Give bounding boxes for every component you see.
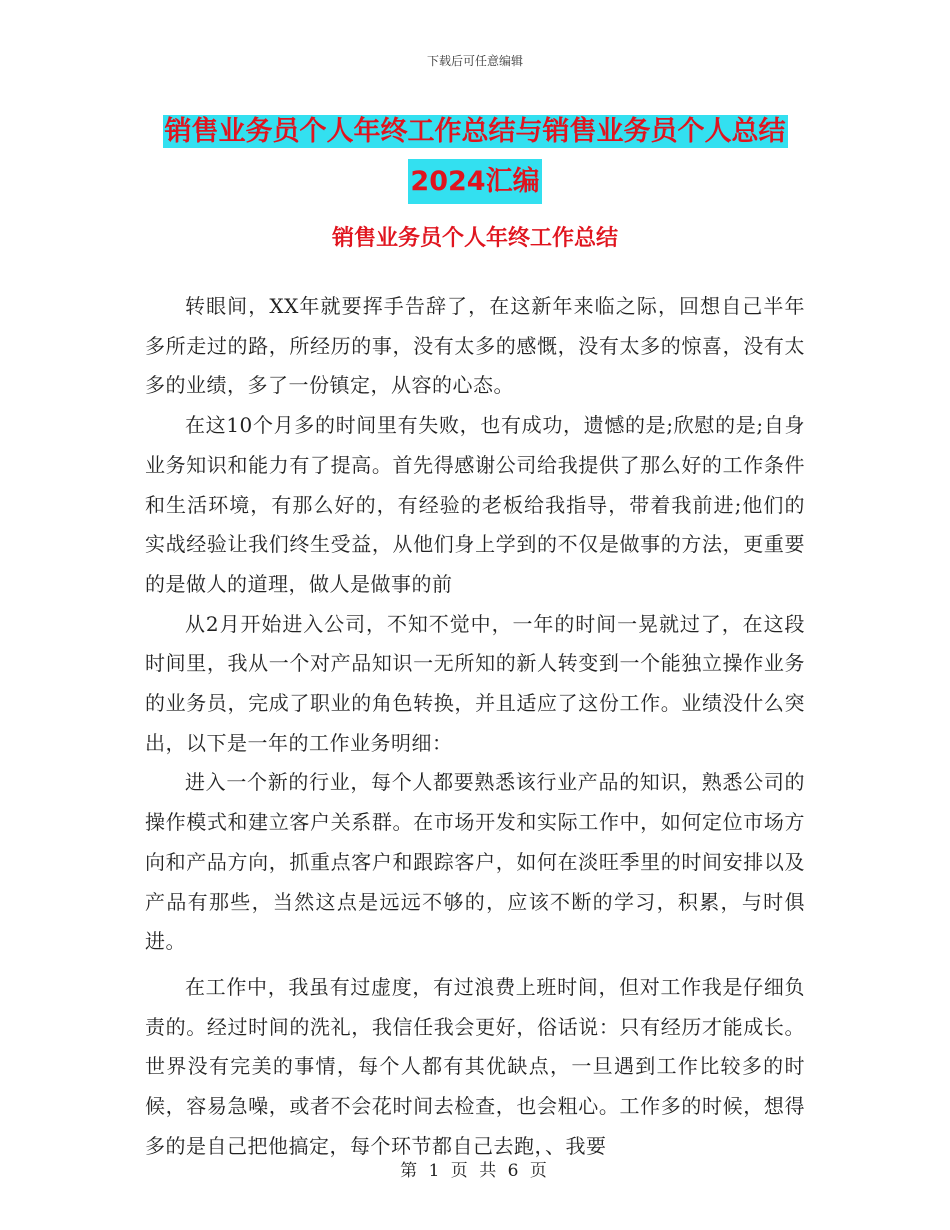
paragraph: 在这10个月多的时间里有失败，也有成功，遗憾的是;欣慰的是;自身业务知识和能力有了提高。首先得感谢公司给我提供了那么好的工作条件和生活环境，有那么好的，有经验的老板给我指导，带着我前进;他们的实战经验让我们终生受益，从他们身上学到的不仅是做事的方法，更重要的是做人的道理，做人是做事的前	[145, 413, 805, 596]
document-title-line-1: 销售业务员个人年终工作总结与销售业务员个人总结	[164, 116, 786, 147]
section-heading: 销售业务员个人年终工作总结	[331, 226, 618, 251]
header-note: 下载后可任意编辑	[426, 54, 523, 68]
document-title-line-2: 2024汇编	[408, 159, 541, 204]
paragraph: 在工作中，我虽有过虚度，有过浪费上班时间，但对工作我是仔细负责的。经过时间的洗礼，我信任我会更好，俗话说：只有经历才能成长。世界没有完美的事情，每个人都有其优缺点，一旦遇到工作比较多的时候，容易急噪，或者不会花时间去检查，也会粗心。工作多的时候，想得多的是自己把他搞定，每个环节都自己去跑，、我要	[145, 974, 805, 1158]
document-title	[0, 110, 950, 204]
body-text	[145, 287, 805, 1166]
paragraph: 从2月开始进入公司，不知不觉中，一年的时间一晃就过了，在这段时间里，我从一个对产品知识一无所知的新人转变到一个能独立操作业务的业务员，完成了职业的角色转换，并且适应了这份工作。业绩没什么突出，以下是一年的工作业务明细：	[145, 611, 805, 755]
paragraph: 转眼间，XX年就要挥手告辞了，在这新年来临之际，回想自己半年多所走过的路，所经历的事，没有太多的感慨，没有太多的惊喜，没有太多的业绩，多了一份镇定，从容的心态。	[145, 294, 805, 398]
page-number: 第 1 页 共 6 页	[400, 1161, 550, 1181]
paragraph: 进入一个新的行业，每个人都要熟悉该行业产品的知识，熟悉公司的操作模式和建立客户关系群。在市场开发和实际工作中，如何定位市场方向和产品方向，抓重点客户和跟踪客户，如何在淡旺季里的时间安排以及产品有那些，当然这点是远远不够的，应该不断的学习，积累，与时俱进。	[145, 770, 805, 954]
